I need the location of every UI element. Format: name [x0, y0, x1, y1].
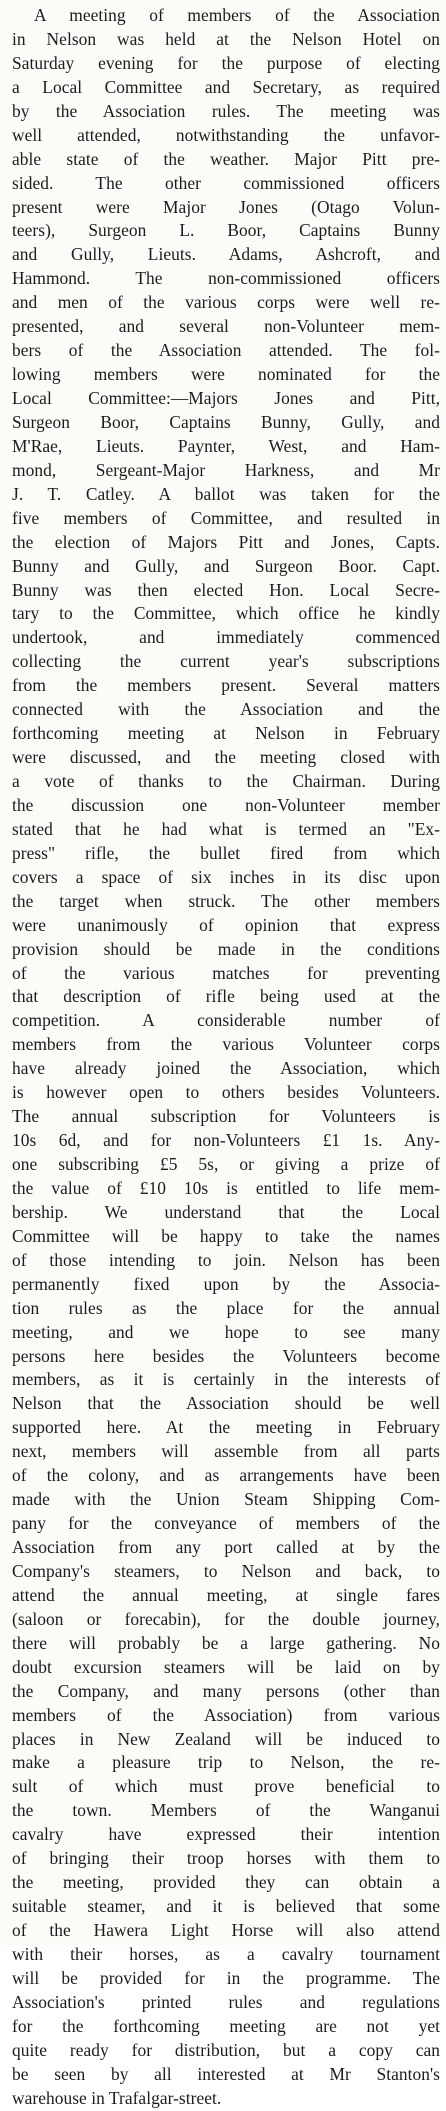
article-text-line: well attended, notwithstanding the unfavor- — [12, 124, 440, 145]
article-text-line: the value of £10 10s is entitled to life mem- — [12, 1177, 440, 1198]
article-text-line: sult of which must prove beneficial to — [12, 1776, 440, 1797]
article-text-line: were discussed, and the meeting closed with — [12, 747, 440, 768]
article-text-line: J. T. Catley. A ballot was taken for the — [12, 483, 440, 504]
article-text-line: members from the various Volunteer corps — [12, 1034, 440, 1055]
article-text-line: covers a space of six inches in its disc upon — [12, 866, 440, 887]
article-text-line: Bunny was then elected Hon. Local Secre- — [12, 579, 440, 600]
article-text-line: tary to the Committee, which office he kindly — [12, 603, 440, 624]
article-text-line: M'Rae, Lieuts. Paynter, West, and Ham- — [12, 435, 440, 456]
article-text-line: a Local Committee and Secretary, as required — [12, 76, 440, 97]
article-text-line: is however open to others besides Volunteers. — [12, 1082, 440, 1103]
article-text-line: the Company, and many persons (other than — [12, 1680, 440, 1701]
article-text-line: have already joined the Association, which — [12, 1058, 440, 1079]
article-text-line: bership. We understand that the Local — [12, 1201, 440, 1222]
article-column — [12, 4, 440, 2111]
article-text-line: press" rifle, the bullet fired from which — [12, 842, 440, 863]
article-text-line: supported here. At the meeting in February — [12, 1417, 440, 1438]
article-text-line: Nelson that the Association should be well — [12, 1393, 440, 1414]
article-text-line: competition. A considerable number of — [12, 1010, 440, 1031]
article-text-line: were unanimously of opinion that express — [12, 914, 440, 935]
article-text-line: lowing members were nominated for the — [12, 364, 440, 385]
article-text-line: one subscribing £5 5s, or giving a prize of — [12, 1154, 440, 1174]
article-text-line: members, as it is certainly in the interests of — [12, 1369, 440, 1390]
article-text-line: Association from any port called at by the — [12, 1537, 440, 1557]
article-text-line: teers), Surgeon L. Boor, Captains Bunny — [12, 220, 440, 241]
article-text-line: suitable steamer, and it is believed that some — [12, 1896, 440, 1917]
article-text-line: of bringing their troop horses with them to — [12, 1848, 440, 1869]
article-text-line: attend the annual meeting, at single fares — [12, 1584, 440, 1605]
article-text-line: collecting the current year's subscriptions — [12, 651, 440, 672]
article-text-line: meeting, and we hope to see many — [12, 1321, 440, 1342]
article-text-line: will be provided for in the programme. The — [12, 1967, 440, 1988]
article-text-line: Bunny and Gully, and Surgeon Boor. Capt. — [12, 555, 440, 576]
article-text-line: able state of the weather. Major Pitt pre- — [12, 148, 440, 169]
article-text-line: by the Association rules. The meeting was — [12, 100, 440, 121]
article-text-line: connected with the Association and the — [12, 699, 440, 720]
article-text-line: the town. Members of the Wanganui — [12, 1800, 440, 1821]
article-text-line: of the various matches for preventing — [12, 962, 440, 983]
article-text-line: doubt excursion steamers will be laid on by — [12, 1656, 440, 1677]
article-text-line: permanently fixed upon by the Associa- — [12, 1273, 440, 1294]
article-text-line: Hammond. The non-commissioned officers — [12, 268, 440, 289]
article-text-line: a vote of thanks to the Chairman. During — [12, 771, 440, 791]
article-text-line: pany for the conveyance of members of the — [12, 1513, 440, 1534]
article-text-line: five members of Committee, and resulted in — [12, 507, 440, 528]
article-text-line: 10s 6d, and for non-Volunteers £1 1s. Any- — [12, 1130, 440, 1151]
article-text-line: that description of rifle being used at the — [12, 986, 440, 1007]
article-text-line: and men of the various corps were well re- — [12, 292, 440, 313]
article-text-line: of those intending to join. Nelson has been — [12, 1249, 440, 1270]
article-text-line: of the colony, and as arrangements have been — [12, 1465, 440, 1486]
article-text-line: undertook, and immediately commenced — [12, 627, 440, 648]
article-text-line: Local Committee:—Majors Jones and Pitt, — [12, 388, 440, 408]
article-text-line: with their horses, as a cavalry tournament — [12, 1943, 440, 1964]
article-text-line: places in New Zealand will be induced to — [12, 1728, 440, 1749]
article-text-line: Saturday evening for the purpose of electing — [12, 52, 440, 73]
article-text-line: make a pleasure trip to Nelson, the re- — [12, 1752, 440, 1773]
article-text-line: quite ready for distribution, but a copy can — [12, 2039, 440, 2060]
article-text-line: Committee will be happy to take the names — [12, 1225, 440, 1246]
article-text-line: be seen by all interested at Mr Stanton's — [12, 2063, 440, 2084]
article-text-line: presented, and several non-Volunteer mem- — [12, 316, 440, 337]
article-text-line: the target when struck. The other members — [12, 890, 440, 911]
article-text-line: of the Hawera Light Horse will also attend — [12, 1920, 440, 1940]
article-text-line: and Gully, Lieuts. Adams, Ashcroft, and — [12, 244, 440, 265]
article-text-line: A meeting of members of the Association — [34, 5, 440, 25]
article-text-line: present were Major Jones (Otago Volun- — [12, 196, 440, 217]
article-text-line: Surgeon Boor, Captains Bunny, Gully, and — [12, 411, 440, 432]
article-text-line: made with the Union Steam Shipping Com- — [12, 1489, 440, 1510]
article-text-line: warehouse in Trafalgar-street. — [12, 2087, 222, 2108]
article-text-line: for the forthcoming meeting are not yet — [12, 2015, 440, 2036]
article-text-line: the meeting, provided they can obtain a — [12, 1872, 440, 1893]
article-text-line: next, members will assemble from all parts — [12, 1441, 440, 1462]
article-text-line: cavalry have expressed their intention — [12, 1824, 440, 1845]
article-text-line: the discussion one non-Volunteer member — [12, 794, 440, 815]
article-text-line: from the members present. Several matters — [12, 675, 440, 696]
article-text-line: sided. The other commissioned officers — [12, 172, 440, 193]
article-text-line: stated that he had what is termed an "Ex- — [12, 818, 440, 839]
article-text-line: there will probably be a large gathering. No — [12, 1632, 440, 1653]
article-text-line: (saloon or forecabin), for the double journey, — [12, 1608, 440, 1629]
article-text-line: provision should be made in the conditions — [12, 938, 440, 959]
article-text-line: members of the Association) from various — [12, 1704, 440, 1725]
article-text-line: bers of the Association attended. The fol- — [12, 340, 440, 361]
article-text-line: in Nelson was held at the Nelson Hotel on — [12, 28, 440, 49]
article-text-line: Association's printed rules and regulations — [12, 1991, 440, 2012]
article-text-line: persons here besides the Volunteers become — [12, 1345, 440, 1366]
article-text-line: Company's steamers, to Nelson and back, to — [12, 1560, 440, 1581]
article-text-line: the election of Majors Pitt and Jones, Capts. — [12, 531, 440, 552]
article-text-line: mond, Sergeant-Major Harkness, and Mr — [12, 459, 440, 480]
article-text-line: The annual subscription for Volunteers is — [12, 1106, 440, 1127]
article-text-line: forthcoming meeting at Nelson in February — [12, 723, 440, 744]
article-text-line: tion rules as the place for the annual — [12, 1297, 440, 1318]
